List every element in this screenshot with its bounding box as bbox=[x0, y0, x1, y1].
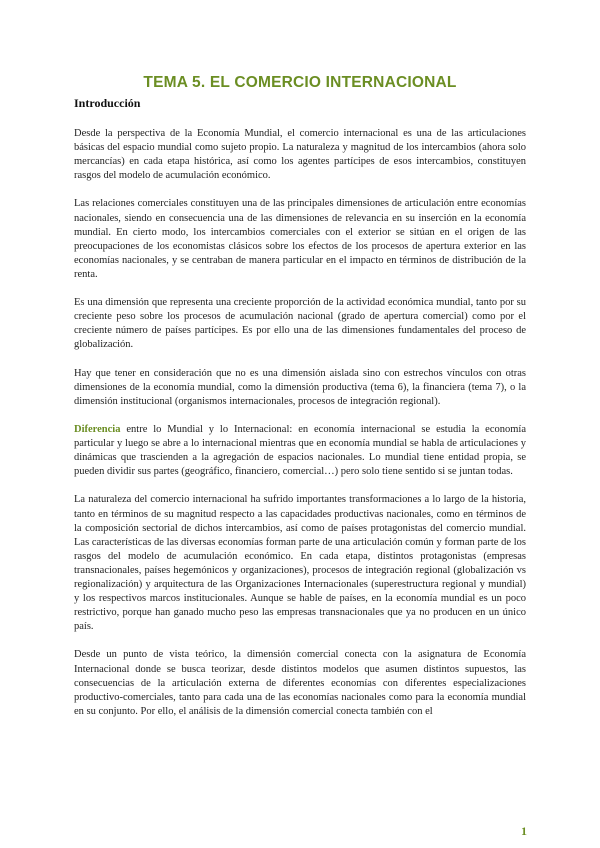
paragraph: Hay que tener en consideración que no es una dimensión aislada sino con estrechos vínculos con otras dimensiones de la economía mundial, como la dimensión productiva (tema 6), la financiera (tema 7), o la dimensión institucional (organismos internacionales, procesos de integración regional). bbox=[74, 367, 526, 407]
document-body bbox=[74, 127, 526, 733]
page-number: 1 bbox=[521, 824, 527, 838]
diferencia-text: entre lo Mundial y lo Internacional: en economía internacional se estudia la economía particular y luego se abre a lo internacional mientras que en economía mundial se habla de articulaciones y dinámicas que trascienden a la agregación de espacios nacionales. Lo mundial tiene entidad propia, se pueden dividir sus partes (geográfico, financiero, comercial…) pero solo tiene sentido si se juntan todas. bbox=[74, 423, 526, 478]
diferencia-label: Diferencia bbox=[74, 423, 121, 435]
paragraph: Desde un punto de vista teórico, la dimensión comercial conecta con la asignatura de Economía Internacional donde se busca teorizar, desde distintos modelos que asumen distintos supuestos, las consecuencias de la articulación externa de diferentes economías con diferentes especializaciones productivo-comerciales, tanto para cada una de las economías nacionales como para la economía mundial en su conjunto. Por ello, el análisis de la dimensión comercial conecta también con el bbox=[74, 649, 526, 717]
diferencia-paragraph bbox=[74, 423, 526, 479]
paragraph: Desde la perspectiva de la Economía Mundial, el comercio internacional es una de las articulaciones básicas del espacio mundial como sujeto propio. La naturaleza y magnitud de los intercambios (ahora solo mercancías) en cada etapa histórica, así como los agentes partícipes de esos intercambios, constituyen rasgos del modelo de acumulación económico. bbox=[74, 128, 526, 182]
paragraph: Es una dimensión que representa una creciente proporción de la actividad económica mundial, tanto por su creciente peso sobre los procesos de acumulación nacional (grado de apertura comercial) como por el creciente número de países partícipes. Es por ello una de las dimensiones fundamentales del proceso de globalización. bbox=[74, 297, 526, 351]
paragraph: La naturaleza del comercio internacional ha sufrido importantes transformaciones a lo largo de la historia, tanto en términos de su magnitud respecto a las capacidades productivas nacionales, como en términos de la composición sectorial de dichos intercambios, así como de países protagonistas del comercio mundial. Las características de las diversas economías forman parte de una articulación común y forman parte de los rasgos del modelo de acumulación económico. En cada etapa, distintos protagonistas (empresas transnacionales, países hegemónicos y organizaciones), procesos de integración regional (globalización vs regionalización) y arquitectura de las Organizaciones Internacionales (superestructura regional y mundial) y los respectivos marcos institucionales. Aunque se hable de países, en la economía mundial es un poco restrictivo, porque han ganado mucho peso las empresas transnacionales que ya no producen en un único país. bbox=[74, 494, 526, 633]
section-heading: Introducción bbox=[74, 96, 141, 110]
document-title: TEMA 5. EL COMERCIO INTERNACIONAL bbox=[143, 74, 457, 91]
paragraph: Las relaciones comerciales constituyen una de las principales dimensiones de articulación entre economías nacionales, siendo en consecuencia una de las dimensiones de relevancia en su inserción en la economía mundial. En cierto modo, los intercambios comerciales con el exterior se sitúan en el origen de las preocupaciones de los economistas clásicos sobre los efectos de los procesos de apertura exterior en las economías nacionales, y se centraban de manera particular en el impacto en términos de distribución de la renta. bbox=[74, 198, 526, 280]
